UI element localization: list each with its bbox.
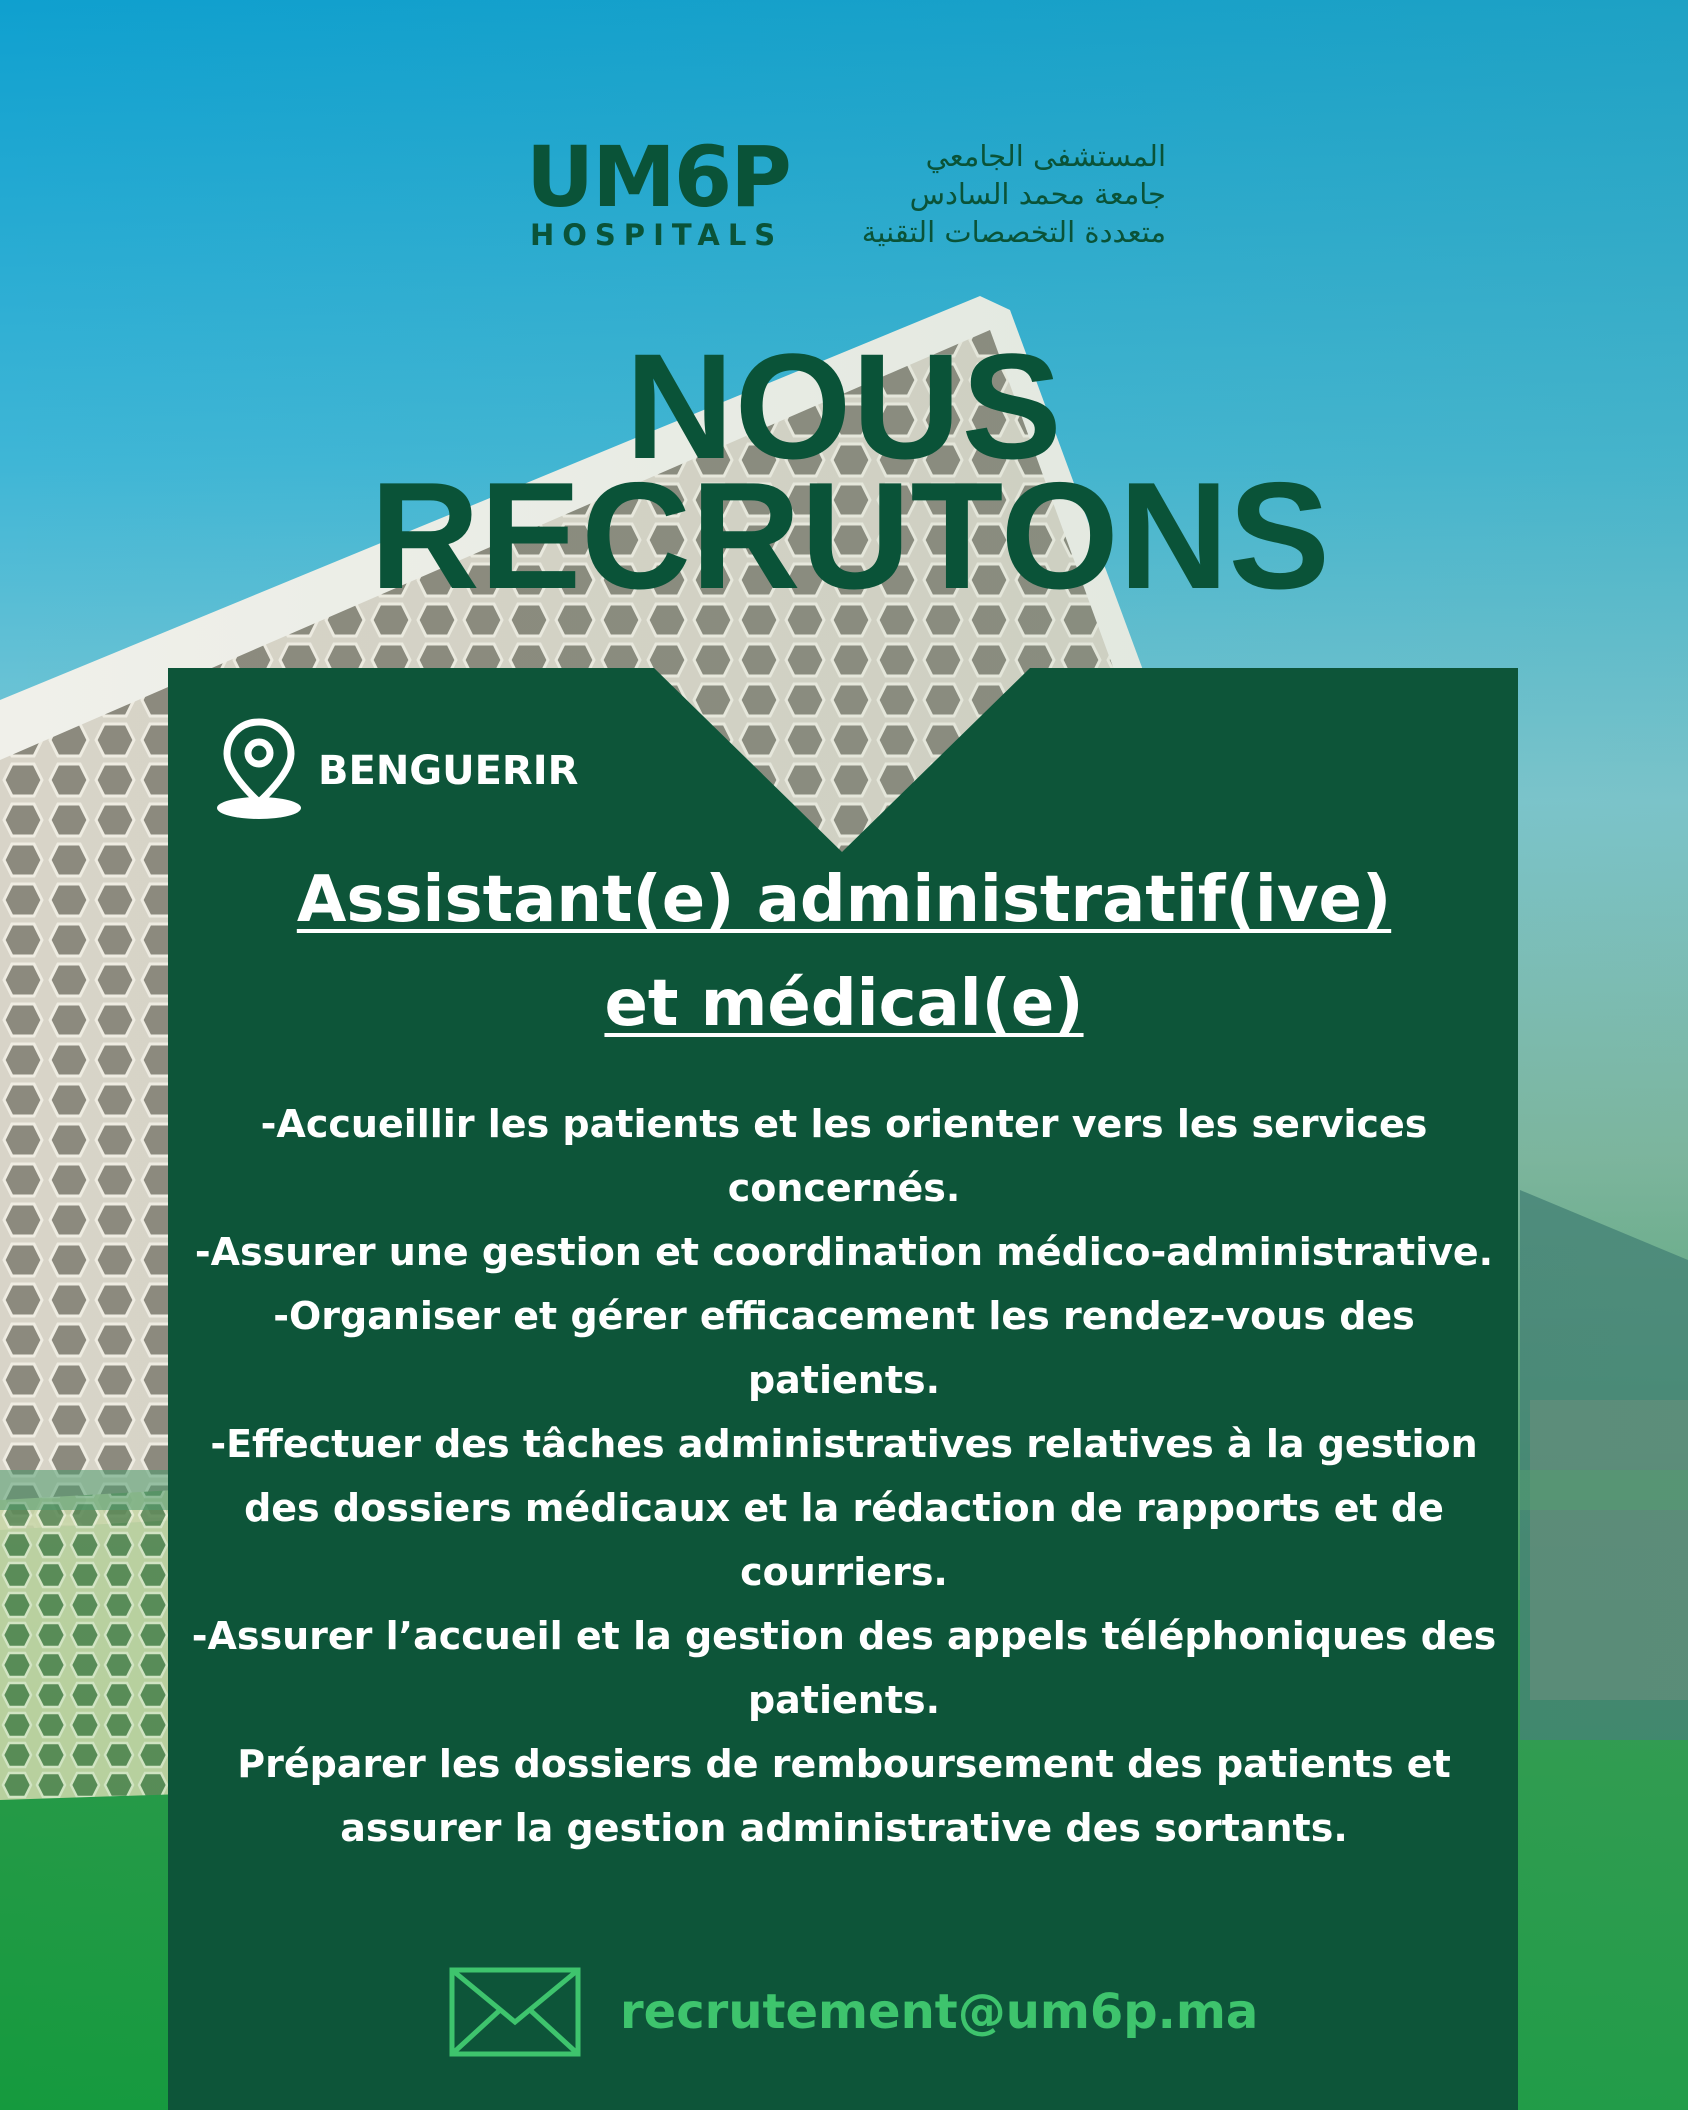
envelope-icon	[448, 1966, 582, 2058]
headline-line-1: NOUS	[625, 322, 1063, 490]
job-title-line-1: Assistant(e) administratif(ive)	[296, 863, 1392, 937]
duties-list	[174, 1092, 1514, 1860]
duty-item: -Assurer une gestion et coordination médico-administrative.	[194, 1230, 1494, 1274]
duty-item: -Effectuer des tâches administratives relatives à la gestion des dossiers médicaux et la rédaction de rapports et de courriers.	[210, 1422, 1478, 1594]
contact-email-link[interactable]: recrutement@um6p.ma	[620, 1984, 1259, 2040]
headline-line-2: RECRUTONS	[370, 451, 1330, 621]
logo-arabic-line: متعددة التخصصات التقنية	[861, 215, 1166, 249]
logo-arabic-line: المستشفى الجامعي	[925, 139, 1166, 173]
logo-arabic-line: جامعة محمد السادس	[909, 177, 1166, 211]
duty-item: -Assurer l’accueil et la gestion des appels téléphoniques des patients.	[191, 1614, 1497, 1722]
logo-wordmark: UM6P	[526, 128, 790, 226]
location-city: BENGUERIR	[318, 748, 579, 794]
duty-item: Préparer les dossiers de remboursement des patients et assurer la gestion administrative des sortants.	[237, 1742, 1451, 1850]
location-pin-icon	[214, 716, 304, 826]
logo-subtitle: HOSPITALS	[530, 218, 784, 252]
job-title-line-2: et médical(e)	[604, 967, 1084, 1041]
contact-row	[448, 1966, 1348, 2058]
location-row	[214, 716, 714, 826]
job-title	[168, 848, 1520, 1056]
duty-item: -Accueillir les patients et les orienter vers les services concernés.	[260, 1102, 1428, 1210]
duty-item: -Organiser et gérer efficacement les rendez-vous des patients.	[273, 1294, 1415, 1402]
